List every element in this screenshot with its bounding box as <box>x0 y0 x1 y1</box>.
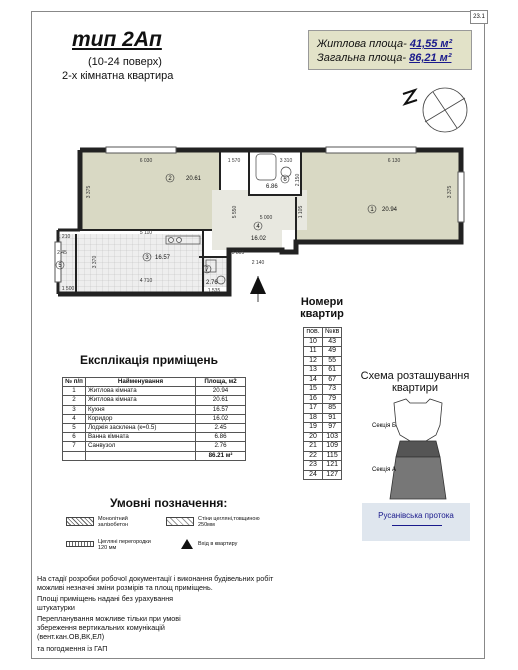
note-line: (вент.кан.ОВ,ВК,ЕЛ) <box>37 632 105 641</box>
total-area-cell: 86.21 м² <box>196 451 246 460</box>
area-summary-box <box>308 30 472 70</box>
room-area: 2.76 <box>206 280 218 286</box>
total-area-label: Загальна площа- <box>317 52 407 64</box>
note-line: На стадії розробки робочої документації і виконання будівельних робіт <box>37 574 274 583</box>
partition-hatch-icon <box>66 541 94 547</box>
dim-label: 6 130 <box>387 158 401 164</box>
note-line: Перепланування можливе тільки при умові <box>37 614 181 623</box>
dim-label: 3 370 <box>92 255 98 269</box>
room-area: 20.61 <box>186 176 202 182</box>
dim-label: 2.150 <box>295 173 301 187</box>
page-number: 23.1 <box>470 10 488 24</box>
table-row <box>63 405 246 414</box>
room-number: 1 <box>370 207 374 213</box>
area-cell: 20.61 <box>196 396 246 405</box>
header-cell: № п/п <box>63 378 86 387</box>
apt-cell: 121 <box>323 461 342 471</box>
dim-label: 2.45 <box>57 250 67 256</box>
num-cell: 5 <box>63 423 86 432</box>
name-cell: Кухня <box>86 405 196 414</box>
room-area: 20.94 <box>382 207 398 213</box>
apt-cell: 49 <box>323 347 342 357</box>
apt-cell: 67 <box>323 375 342 385</box>
room-number: 4 <box>256 224 260 230</box>
room-area: 16.57 <box>155 255 171 261</box>
table-row <box>304 432 342 442</box>
apt-cell: 85 <box>323 404 342 414</box>
note-line: та погодження із ГАП <box>37 644 108 653</box>
table-row <box>304 442 342 452</box>
living-area-row <box>317 38 452 50</box>
table-row <box>63 396 246 405</box>
floor-cell: 18 <box>304 413 323 423</box>
floor-cell: 22 <box>304 451 323 461</box>
name-cell: Житлова кімната <box>86 387 196 396</box>
dim-label: 5 550 <box>232 205 238 219</box>
table-row <box>304 423 342 433</box>
brick-wall-hatch-icon <box>166 517 194 526</box>
table-row <box>304 394 342 404</box>
section-a-label: Секція А <box>372 467 396 473</box>
floor-cell: 17 <box>304 404 323 414</box>
header-cell: Найменування <box>86 378 196 387</box>
floor-cell: 12 <box>304 356 323 366</box>
living-area-value: 41,55 м² <box>409 38 453 50</box>
dim-label: 3 805 <box>231 250 245 256</box>
north-compass-icon <box>395 80 475 140</box>
total-row <box>63 451 246 460</box>
floor-plan <box>57 142 472 302</box>
total-area-value: 86,21 м² <box>409 52 452 64</box>
table-row <box>304 356 342 366</box>
dim-label: 1.535 <box>207 288 221 294</box>
num-cell: 6 <box>63 433 86 442</box>
page-title: тип 2Ап <box>72 28 162 51</box>
floor-cell: 21 <box>304 442 323 452</box>
area-cell: 2.76 <box>196 442 246 451</box>
table-row <box>63 433 246 442</box>
floor-cell: 16 <box>304 394 323 404</box>
header-cell: пов. <box>304 328 323 338</box>
river-label-box <box>362 503 470 541</box>
table-row <box>63 442 246 451</box>
apartment-numbers-table <box>303 327 342 480</box>
name-cell: Ванна кімната <box>86 433 196 442</box>
apt-cell: 55 <box>323 356 342 366</box>
location-scheme <box>370 395 465 505</box>
table-row <box>304 366 342 376</box>
name-cell: Коридор <box>86 414 196 423</box>
table-row <box>304 337 342 347</box>
section-b-label: Секція Б <box>372 423 396 429</box>
legend-brick-wall: Стіни цегляні,товщиною 250мм <box>198 516 260 528</box>
num-cell: 2 <box>63 396 86 405</box>
dim-label: 1 105 <box>298 205 304 219</box>
area-cell: 2.45 <box>196 423 246 432</box>
concrete-hatch-icon <box>66 517 94 526</box>
floor-cell: 10 <box>304 337 323 347</box>
dim-label: 4 710 <box>139 278 153 284</box>
entry-arrow-icon <box>180 539 194 549</box>
room-number: 2 <box>168 176 172 182</box>
table-row <box>304 385 342 395</box>
floor-cell: 19 <box>304 423 323 433</box>
apt-cell: 73 <box>323 385 342 395</box>
dim-label: 1 210 <box>57 234 71 240</box>
apartment-numbers-title: Номери квартир <box>300 296 344 320</box>
area-cell: 6.86 <box>196 433 246 442</box>
room-number: 5 <box>58 263 62 269</box>
legend-title: Умовні позначення: <box>110 496 228 510</box>
dim-label: 3 375 <box>447 185 453 199</box>
river-label: Русанівська протока <box>378 511 454 520</box>
dim-label: 3 310 <box>279 158 293 164</box>
living-area-label: Житлова площа- <box>317 38 407 50</box>
name-cell: Лоджія засклена (к=0.5) <box>86 423 196 432</box>
total-area-row <box>317 52 451 64</box>
room-number: 7 <box>205 267 209 273</box>
num-cell: 3 <box>63 405 86 414</box>
room-number: 3 <box>145 255 149 261</box>
room-area: 16.02 <box>251 236 267 242</box>
room-area: 6.86 <box>266 184 278 190</box>
scheme-title: Схема розташування квартири <box>360 370 470 394</box>
area-cell: 20.94 <box>196 387 246 396</box>
note-line: можливі незначні зміни розмірів та площ приміщень. <box>37 583 213 592</box>
table-row <box>304 470 342 480</box>
room-number: 6 <box>283 177 287 183</box>
apt-cell: 97 <box>323 423 342 433</box>
apt-cell: 61 <box>323 366 342 376</box>
table-row <box>304 375 342 385</box>
table-row <box>304 461 342 471</box>
note-line: збереження вертикальних комунікацій <box>37 623 165 632</box>
note-line: Площі приміщень надані без урахування <box>37 594 174 603</box>
explication-table <box>62 377 246 461</box>
apt-cell: 109 <box>323 442 342 452</box>
floor-cell: 24 <box>304 470 323 480</box>
dim-label: 1 570 <box>227 158 241 164</box>
table-row <box>304 451 342 461</box>
area-cell: 16.02 <box>196 414 246 423</box>
dim-label: 3 375 <box>86 185 92 199</box>
legend-concrete: Монолітний залізобетон <box>98 516 129 528</box>
table-row <box>304 347 342 357</box>
num-cell: 7 <box>63 442 86 451</box>
legend-entry: Вхід в квартиру <box>198 541 238 547</box>
dim-label: 1 500 <box>61 286 75 292</box>
table-row <box>304 404 342 414</box>
table-row <box>63 387 246 396</box>
area-cell: 16.57 <box>196 405 246 414</box>
header-cell: №кв <box>323 328 342 338</box>
apt-cell: 91 <box>323 413 342 423</box>
river-arrow-icon <box>392 525 442 526</box>
apt-cell: 115 <box>323 451 342 461</box>
floor-cell: 13 <box>304 366 323 376</box>
floor-cell: 20 <box>304 432 323 442</box>
apt-cell: 43 <box>323 337 342 347</box>
floor-cell: 11 <box>304 347 323 357</box>
apartment-type: 2-х кімнатна квартира <box>62 70 174 82</box>
dim-label: 5 000 <box>259 215 273 221</box>
apt-cell: 103 <box>323 432 342 442</box>
name-cell: Санвузол <box>86 442 196 451</box>
dim-label: 5 110 <box>139 230 153 236</box>
floors-subtitle: (10-24 поверх) <box>88 56 162 68</box>
floor-cell: 15 <box>304 385 323 395</box>
note-line: штукатурки <box>37 603 75 612</box>
table-row <box>63 414 246 423</box>
explication-title: Експлікація приміщень <box>80 353 219 367</box>
num-cell: 1 <box>63 387 86 396</box>
table-row <box>304 413 342 423</box>
floor-cell: 14 <box>304 375 323 385</box>
name-cell: Житлова кімната <box>86 396 196 405</box>
num-cell: 4 <box>63 414 86 423</box>
apt-cell: 127 <box>323 470 342 480</box>
header-cell: Площа, м2 <box>196 378 246 387</box>
dim-label: 6 030 <box>139 158 153 164</box>
dim-label: 2 140 <box>251 260 265 266</box>
floor-cell: 23 <box>304 461 323 471</box>
legend-partition: Цегляні перегородки 120 мм <box>98 539 151 551</box>
table-row <box>63 423 246 432</box>
apt-cell: 79 <box>323 394 342 404</box>
